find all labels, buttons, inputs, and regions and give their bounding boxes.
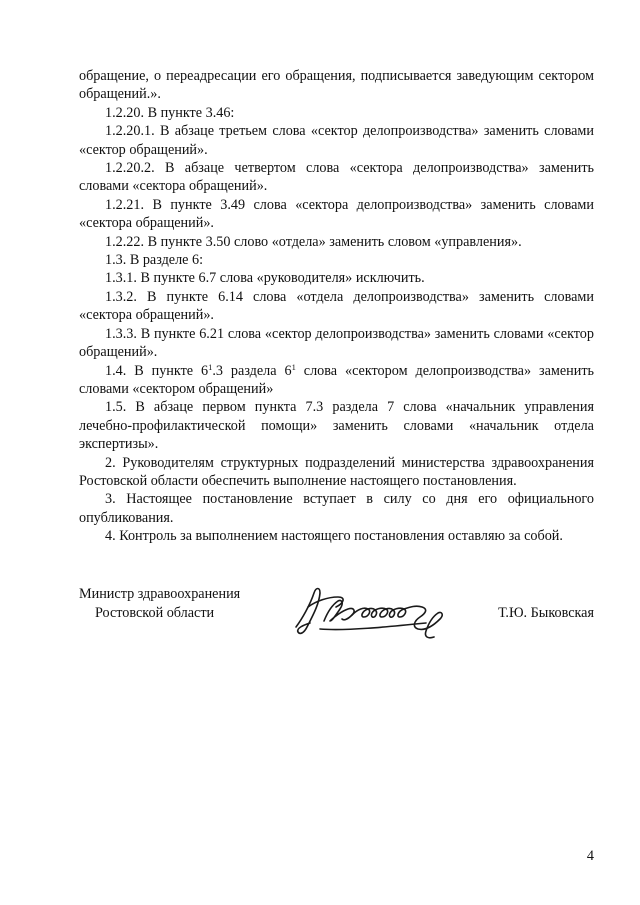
- paragraph-1-5: 1.5. В абзаце первом пункта 7.3 раздела 7 слова «начальник управления лечебно-профилактической помощи» заменить словами «начальник отдела экспертизы».: [79, 399, 594, 453]
- paragraph-1-2-20: 1.2.20. В пункте 3.46:: [105, 104, 235, 121]
- intro-paragraph: обращение, о переадресации его обращения, подписывается заведующим сектором обращений.».: [79, 68, 594, 103]
- signer-title-line-2: Ростовской области: [95, 605, 215, 621]
- paragraph-1-2-20-2: 1.2.20.2. В абзаце четвертом слова «сектора делопроизводства» заменить словами «сектора обращений».: [79, 160, 594, 195]
- signer-name: Т.Ю. Быковская: [498, 605, 594, 621]
- paragraph-1-3-1: 1.3.1. В пункте 6.7 слова «руководителя» исключить.: [105, 270, 425, 287]
- paragraph-1-4-part-c: слова «сектором делопроизводства» заменить словами «сектором обращений»: [79, 362, 595, 397]
- superscript-1: 1: [208, 361, 213, 372]
- paragraph-1-3: 1.3. В разделе 6:: [105, 252, 204, 269]
- paragraph-1-2-22: 1.2.22. В пункте 3.50 слово «отдела» заменить словом «управления».: [105, 233, 522, 250]
- paragraph-2: 2. Руководителям структурных подразделений министерства здравоохранения Ростовской области обеспечить выполнение настоящего постановления.: [79, 454, 594, 489]
- page-number: 4: [586, 848, 594, 864]
- paragraph-1-4-part-a: 1.4. В пункте 6: [105, 362, 209, 379]
- paragraph-3: 3. Настоящее постановление вступает в силу со дня его официального опубликования.: [79, 491, 594, 526]
- paragraph-1-3-3: 1.3.3. В пункте 6.21 слова «сектор делопроизводства» заменить словами «сектор обращений».: [79, 325, 594, 361]
- paragraph-1-4: [79, 362, 594, 399]
- document-body: [79, 67, 594, 546]
- paragraph-1-4-part-b: .3 раздела 6: [212, 362, 292, 379]
- superscript-2: 1: [291, 361, 296, 372]
- handwritten-signature: [286, 583, 466, 639]
- signer-title-line-1: Министр здравоохранения: [79, 586, 241, 602]
- paragraph-4: 4. Контроль за выполнением настоящего постановления оставляю за собой.: [105, 528, 563, 545]
- paragraph-1-2-20-1: 1.2.20.1. В абзаце третьем слова «сектор делопроизводства» заменить словами «сектор обращений».: [79, 123, 594, 158]
- paragraph-1-3-2: 1.3.2. В пункте 6.14 слова «отдела делопроизводства» заменить словами «сектора обращений».: [79, 288, 594, 324]
- paragraph-1-2-21: 1.2.21. В пункте 3.49 слова «сектора делопроизводства» заменить словами «сектора обращений».: [79, 196, 594, 232]
